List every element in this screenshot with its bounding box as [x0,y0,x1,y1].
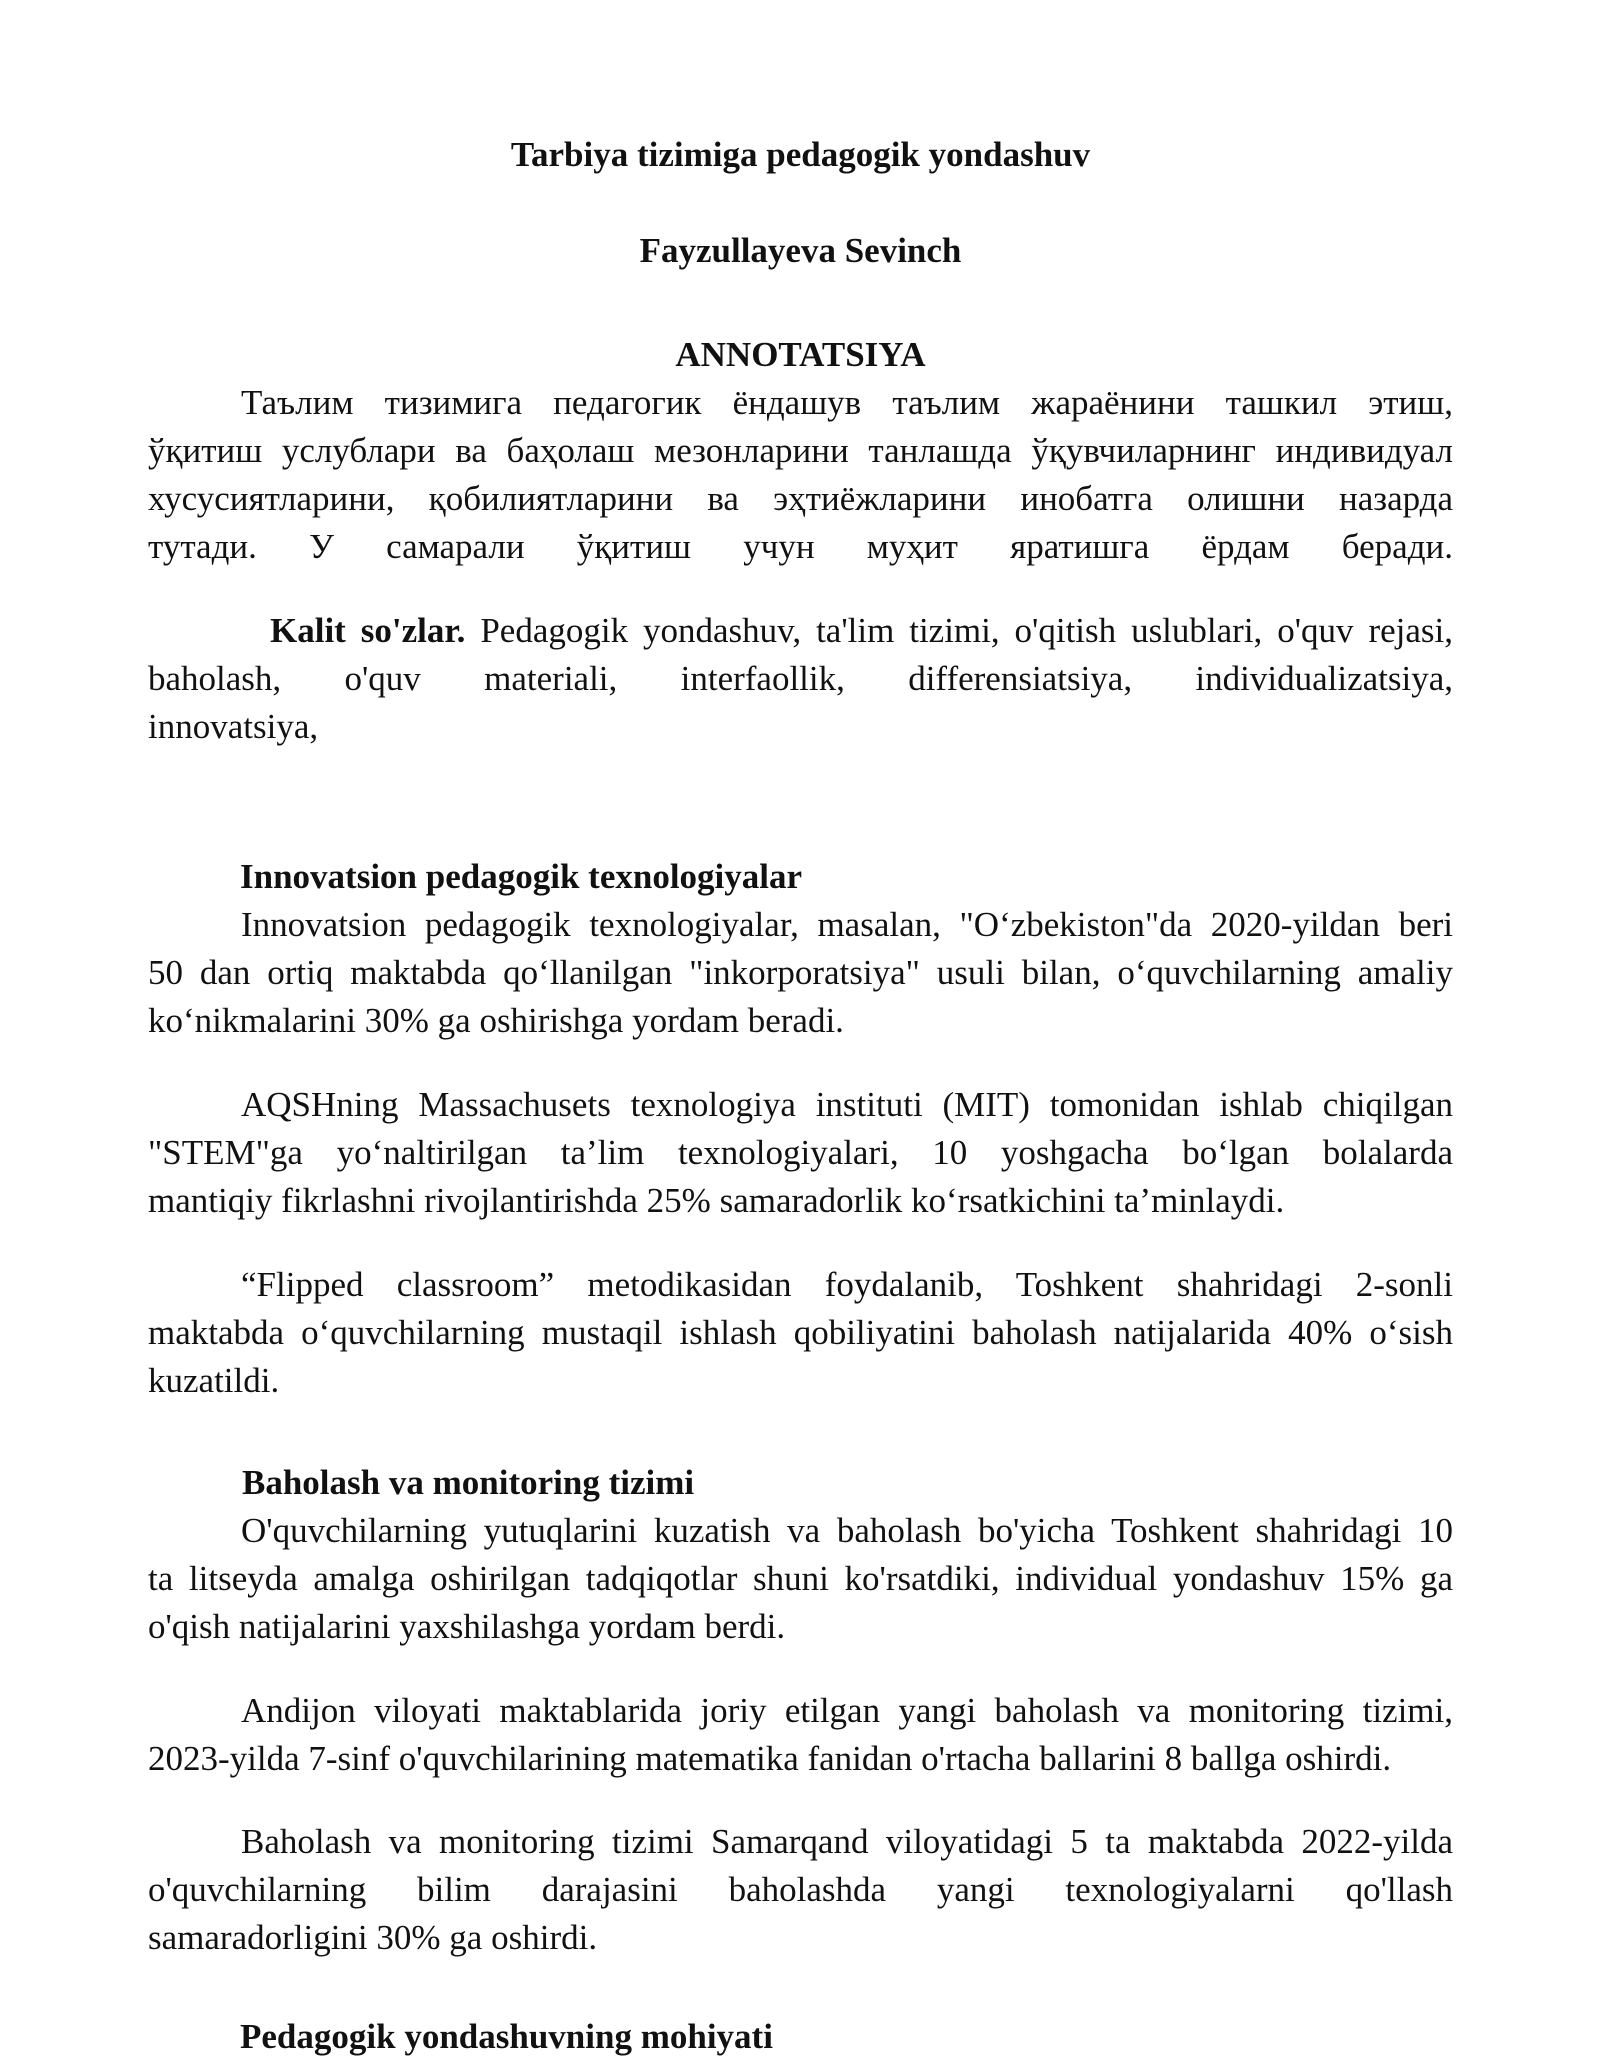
paragraph-line: maktabda o‘quvchilarning mustaqil ishlash qobiliyatini baholash natijalarida 40% o‘sish [148,1313,1453,1352]
paragraph-line: ko‘nikmalarini 30% ga oshirishga yordam beradi. [148,1001,844,1040]
paragraph-line: AQSHning Massachusets texnologiya instituti (MIT) tomonidan ishlab chiqilgan [241,1085,1453,1124]
author-name: Fayzullayeva Sevinch [639,231,962,270]
keywords-line [148,606,1453,655]
keywords-line: baholash, o'quv materiali, interfaollik, differensiatsiya, individualizatsiya, [148,659,1453,698]
paragraph-line: samaradorligini 30% ga oshirdi. [148,1918,598,1957]
annotation-line: Таълим тизимига педагогик ёндашув таълим жараёнини ташкил этиш, [241,383,1453,422]
annotation-line: тутади. У самарали ўқитиш учун муҳит яратишга ёрдам беради. [148,527,1453,566]
paragraph-line: ta litseyda amalga oshirilgan tadqiqotlar shuni ko'rsatdiki, individual yondashuv 15% ga [148,1559,1453,1598]
paragraph-line: kuzatildi. [148,1361,280,1400]
paragraph-line: mantiqiy fikrlashni rivojlantirishda 25% samaradorlik ko‘rsatkichini ta’minlaydi. [148,1181,1285,1220]
paragraph-line: Baholash va monitoring tizimi Samarqand viloyatidagi 5 ta maktabda 2022-yilda [241,1822,1453,1861]
section-heading-essence: Pedagogik yondashuvning mohiyati [240,2017,773,2056]
annotation-line: хусусиятларини, қобилиятларини ва эҳтиёжларини инобатга олишни назарда [148,479,1453,518]
keywords-line: innovatsiya, [148,707,319,746]
section-heading-assessment: Baholash va monitoring tizimi [242,1463,695,1502]
paragraph-line: “Flipped classroom” metodikasidan foydalanib, Toshkent shahridagi 2-sonli [241,1265,1453,1304]
document-title: Tarbiya tizimiga pedagogik yondashuv [510,135,1091,174]
section-heading-innovation: Innovatsion pedagogik texnologiyalar [240,857,803,896]
keywords-label: Kalit so'zlar. [270,611,466,650]
annotation-heading: ANNOTATSIYA [675,335,926,374]
paragraph-line: 50 dan ortiq maktabda qo‘llanilgan "inkorporatsiya" usuli bilan, o‘quvchilarning amaliy [148,953,1453,992]
paragraph-line: "STEM"ga yo‘naltirilgan ta’lim texnologiyalari, 10 yoshgacha bo‘lgan bolalarda [148,1133,1453,1172]
paragraph-line: Andijon viloyati maktablarida joriy etilgan yangi baholash va monitoring tizimi, [241,1691,1453,1730]
keywords-text: Pedagogik yondashuv, ta'lim tizimi, o'qitish uslublari, o'quv rejasi, [465,611,1453,650]
annotation-line: ўқитиш услублари ва баҳолаш мезонларини танлашда ўқувчиларнинг индивидуал [148,431,1453,470]
paragraph-line: Innovatsion pedagogik texnologiyalar, masalan, "O‘zbekiston"da 2020-yildan beri [241,905,1453,944]
paragraph-line: o'quvchilarning bilim darajasini baholashda yangi texnologiyalarni qo'llash [148,1870,1453,1909]
paragraph-line: o'qish natijalarini yaxshilashga yordam berdi. [148,1607,786,1646]
paragraph-line: O'quvchilarning yutuqlarini kuzatish va baholash bo'yicha Toshkent shahridagi 10 [241,1511,1453,1550]
paragraph-line: 2023-yilda 7-sinf o'quvchilarining matematika fanidan o'rtacha ballarini 8 ballga oshirdi. [148,1739,1392,1778]
